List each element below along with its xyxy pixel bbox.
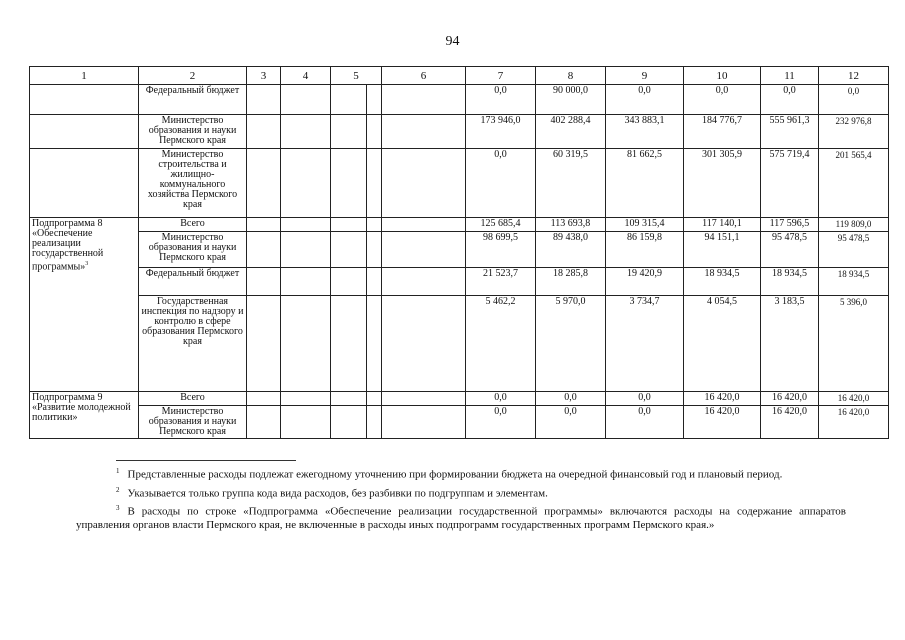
funding-source-cell: Министерство образования и науки Пермского края: [139, 406, 247, 439]
col-header: 3: [247, 67, 281, 85]
value-cell: 21 523,7: [466, 268, 536, 296]
value-cell: 201 565,4: [819, 149, 889, 218]
empty-cell: [281, 218, 331, 232]
col-header: 9: [606, 67, 684, 85]
empty-cell: [382, 406, 466, 439]
value-cell: 109 315,4: [606, 218, 684, 232]
empty-cell: [247, 392, 281, 406]
value-cell: 89 438,0: [536, 232, 606, 268]
col-header: 10: [684, 67, 761, 85]
empty-cell: [367, 85, 382, 115]
empty-cell: [382, 149, 466, 218]
empty-cell: [281, 149, 331, 218]
empty-cell: [367, 218, 382, 232]
value-cell: 98 699,5: [466, 232, 536, 268]
table-row: [30, 406, 889, 439]
program-cell: [30, 85, 139, 115]
empty-cell: [331, 406, 367, 439]
value-cell: 117 140,1: [684, 218, 761, 232]
value-cell: 3 183,5: [761, 296, 819, 392]
empty-cell: [247, 232, 281, 268]
table-row: [30, 232, 889, 268]
empty-cell: [382, 392, 466, 406]
value-cell: 18 285,8: [536, 268, 606, 296]
value-cell: 5 396,0: [819, 296, 889, 392]
empty-cell: [382, 232, 466, 268]
table-row: [30, 268, 889, 296]
funding-source-cell: Министерство строительства и жилищно-коммунального хозяйства Пермского края: [139, 149, 247, 218]
footnote: $^2$ Указывается только группа кода вида расходов, без разбивки по подгруппам и элементам.: [116, 485, 548, 500]
empty-cell: [281, 268, 331, 296]
table-row: [30, 149, 889, 218]
value-cell: 95 478,5: [761, 232, 819, 268]
value-cell: 0,0: [466, 406, 536, 439]
value-cell: 18 934,5: [761, 268, 819, 296]
header-row: [30, 67, 889, 85]
col-header: 2: [139, 67, 247, 85]
footnote-rule: [116, 460, 296, 461]
empty-cell: [367, 149, 382, 218]
empty-cell: [247, 296, 281, 392]
empty-cell: [247, 406, 281, 439]
program-cell: Подпрограмма 9 «Развитие молодежной политики»: [30, 392, 139, 439]
value-cell: 0,0: [606, 406, 684, 439]
value-cell: 5 970,0: [536, 296, 606, 392]
value-cell: 0,0: [466, 149, 536, 218]
empty-cell: [367, 115, 382, 149]
value-cell: 402 288,4: [536, 115, 606, 149]
program-cell: [30, 115, 139, 149]
empty-cell: [367, 296, 382, 392]
value-cell: 4 054,5: [684, 296, 761, 392]
empty-cell: [247, 115, 281, 149]
empty-cell: [367, 392, 382, 406]
empty-cell: [281, 296, 331, 392]
empty-cell: [367, 268, 382, 296]
value-cell: 0,0: [606, 392, 684, 406]
col-header: 8: [536, 67, 606, 85]
value-cell: 16 420,0: [684, 406, 761, 439]
empty-cell: [331, 392, 367, 406]
empty-cell: [281, 406, 331, 439]
empty-cell: [367, 406, 382, 439]
empty-cell: [247, 268, 281, 296]
empty-cell: [281, 392, 331, 406]
funding-source-cell: Всего: [139, 392, 247, 406]
value-cell: 113 693,8: [536, 218, 606, 232]
value-cell: 81 662,5: [606, 149, 684, 218]
funding-source-cell: Федеральный бюджет: [139, 85, 247, 115]
value-cell: 173 946,0: [466, 115, 536, 149]
empty-cell: [382, 268, 466, 296]
empty-cell: [331, 296, 367, 392]
col-header: 7: [466, 67, 536, 85]
value-cell: 232 976,8: [819, 115, 889, 149]
footnote: $^3$ В расходы по строке «Подпрограмма «Обеспечение реализации государственной программы» включаются расходы на содержание аппаратов управления органов власти Пермского края, не включенные в расходы иных подпрограмм государственных программ Пермского края.»: [76, 504, 846, 531]
value-cell: 0,0: [684, 85, 761, 115]
table-row: [30, 115, 889, 149]
table-row: [30, 218, 889, 232]
value-cell: 117 596,5: [761, 218, 819, 232]
page-number: 94: [445, 34, 460, 49]
funding-source-cell: Министерство образования и науки Пермского края: [139, 115, 247, 149]
value-cell: 16 420,0: [819, 392, 889, 406]
empty-cell: [331, 115, 367, 149]
funding-source-cell: Федеральный бюджет: [139, 268, 247, 296]
value-cell: 16 420,0: [761, 406, 819, 439]
program-cell: Подпрограмма 8 «Обеспечение реализации государственной программы»$^3$: [30, 218, 139, 392]
empty-cell: [382, 115, 466, 149]
table-row: [30, 392, 889, 406]
empty-cell: [331, 268, 367, 296]
footnote: $^1$ Представленные расходы подлежат ежегодному уточнению при формировании бюджета на очередной финансовый год и плановый период.: [116, 467, 783, 481]
value-cell: 184 776,7: [684, 115, 761, 149]
value-cell: 0,0: [536, 392, 606, 406]
value-cell: 575 719,4: [761, 149, 819, 218]
value-cell: 95 478,5: [819, 232, 889, 268]
funding-source-cell: Государственная инспекция по надзору и контролю в сфере образования Пермского края: [139, 296, 247, 392]
col-header: 5: [331, 67, 382, 85]
empty-cell: [281, 115, 331, 149]
value-cell: 18 934,5: [819, 268, 889, 296]
value-cell: 5 462,2: [466, 296, 536, 392]
empty-cell: [331, 232, 367, 268]
value-cell: 555 961,3: [761, 115, 819, 149]
value-cell: 16 420,0: [761, 392, 819, 406]
empty-cell: [247, 85, 281, 115]
col-header: 1: [30, 67, 139, 85]
program-cell: [30, 149, 139, 218]
value-cell: 0,0: [536, 406, 606, 439]
empty-cell: [247, 218, 281, 232]
col-header: 4: [281, 67, 331, 85]
value-cell: 18 934,5: [684, 268, 761, 296]
value-cell: 60 319,5: [536, 149, 606, 218]
empty-cell: [382, 296, 466, 392]
value-cell: 301 305,9: [684, 149, 761, 218]
empty-cell: [382, 85, 466, 115]
value-cell: 0,0: [466, 392, 536, 406]
value-cell: 0,0: [819, 85, 889, 115]
empty-cell: [281, 232, 331, 268]
table-row: [30, 85, 889, 115]
value-cell: 90 000,0: [536, 85, 606, 115]
value-cell: 16 420,0: [819, 406, 889, 439]
empty-cell: [247, 149, 281, 218]
value-cell: 19 420,9: [606, 268, 684, 296]
value-cell: 343 883,1: [606, 115, 684, 149]
value-cell: 0,0: [606, 85, 684, 115]
value-cell: 3 734,7: [606, 296, 684, 392]
value-cell: 94 151,1: [684, 232, 761, 268]
empty-cell: [331, 85, 367, 115]
value-cell: 0,0: [466, 85, 536, 115]
empty-cell: [331, 149, 367, 218]
col-header: 6: [382, 67, 466, 85]
empty-cell: [331, 218, 367, 232]
empty-cell: [382, 218, 466, 232]
empty-cell: [367, 232, 382, 268]
budget-table: [29, 66, 889, 439]
value-cell: 0,0: [761, 85, 819, 115]
table-row: [30, 296, 889, 392]
funding-source-cell: Министерство образования и науки Пермского края: [139, 232, 247, 268]
empty-cell: [281, 85, 331, 115]
value-cell: 86 159,8: [606, 232, 684, 268]
footnotes: [76, 460, 846, 534]
value-cell: 16 420,0: [684, 392, 761, 406]
value-cell: 125 685,4: [466, 218, 536, 232]
col-header: 12: [819, 67, 889, 85]
funding-source-cell: Всего: [139, 218, 247, 232]
value-cell: 119 809,0: [819, 218, 889, 232]
col-header: 11: [761, 67, 819, 85]
